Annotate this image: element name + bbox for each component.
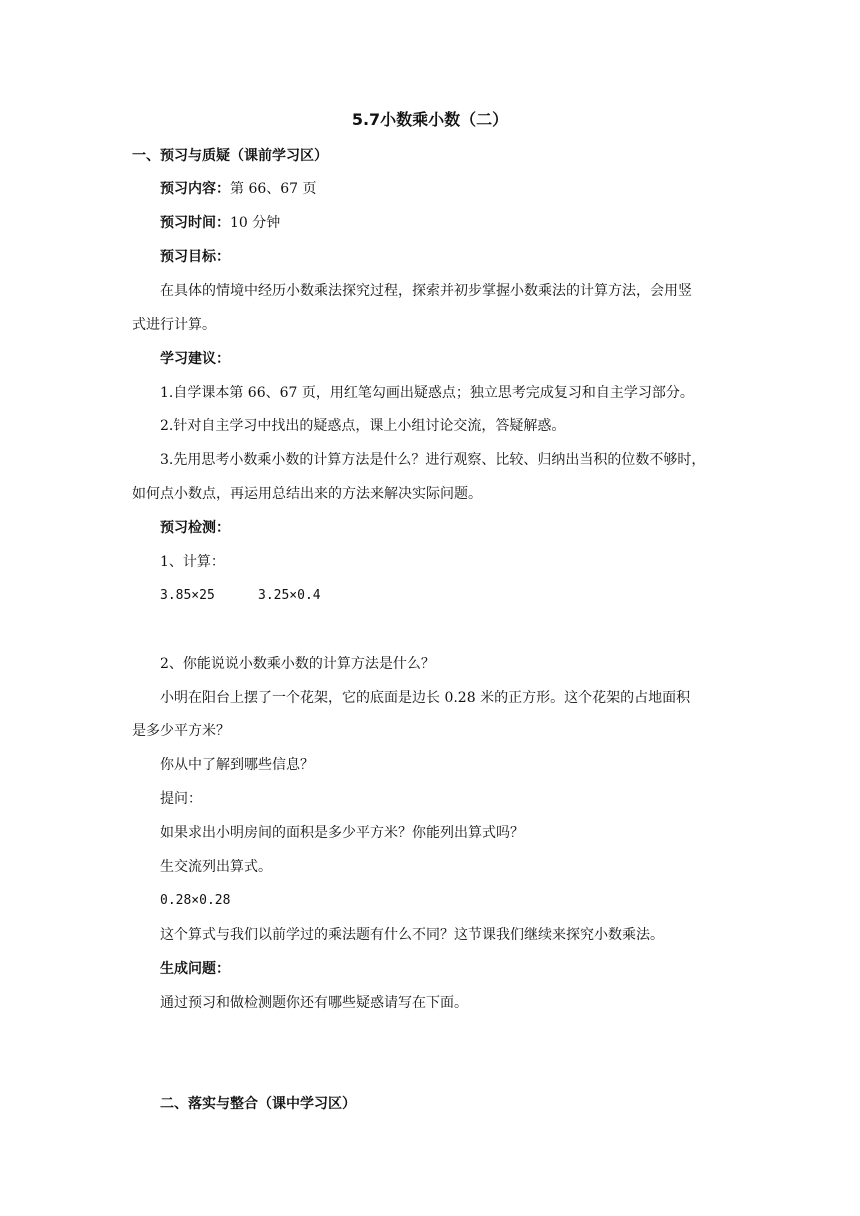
question-1-expression-1: 3.85×25 xyxy=(160,588,215,603)
preview-goal-label: 预习目标： xyxy=(160,249,230,265)
study-advice-2: 2.针对自主学习中找出的疑惑点，课上小组讨论交流，答疑解惑。 xyxy=(160,418,566,434)
exchange-text: 生交流列出算式。 xyxy=(160,859,272,875)
preview-goal-line2: 式进行计算。 xyxy=(132,317,216,333)
preview-content-label: 预习内容： xyxy=(160,181,230,197)
section1-heading: 一、预习与质疑（课前学习区） xyxy=(132,148,328,164)
study-advice-3-line1: 3.先用思考小数乘小数的计算方法是什么？进行观察、比较、归纳出当积的位数不够时， xyxy=(160,452,706,468)
question-1-expression-2: 3.25×0.4 xyxy=(258,588,321,603)
section2-heading: 二、落实与整合（课中学习区） xyxy=(160,1096,356,1112)
generate-question-text: 通过预习和做检测题你还有哪些疑惑请写在下面。 xyxy=(160,995,468,1011)
preview-time-label: 预习时间： xyxy=(160,215,230,231)
story-line-2: 是多少平方米？ xyxy=(132,723,230,739)
ask-text: 如果求出小明房间的面积是多少平方米？你能列出算式吗？ xyxy=(160,825,524,841)
study-advice-3-line2: 如何点小数点，再运用总结出来的方法来解决实际问题。 xyxy=(132,486,482,502)
story-line-1: 小明在阳台上摆了一个花架，它的底面是边长 0.28 米的正方形。这个花架的占地面积 xyxy=(160,690,691,706)
preview-content-value: 第 66、67 页 xyxy=(230,181,317,197)
ask-label: 提问： xyxy=(160,791,202,807)
preview-time-value: 10 分钟 xyxy=(230,215,281,231)
generate-question-label: 生成问题： xyxy=(160,961,230,977)
question-1-label: 1、计算： xyxy=(160,554,225,570)
page-title: 5.7小数乘小数（二） xyxy=(351,110,509,129)
study-advice-label: 学习建议： xyxy=(160,351,230,367)
study-advice-1: 1.自学课本第 66、67 页，用红笔勾画出疑惑点；独立思考完成复习和自主学习部分。 xyxy=(160,385,694,401)
question-2-label: 2、你能说说小数乘小数的计算方法是什么？ xyxy=(160,656,435,672)
info-question: 你从中了解到哪些信息？ xyxy=(160,757,314,773)
preview-check-label: 预习检测： xyxy=(160,520,230,536)
preview-goal-line1: 在具体的情境中经历小数乘法探究过程，探索并初步掌握小数乘法的计算方法，会用竖 xyxy=(160,283,692,299)
compare-text: 这个算式与我们以前学过的乘法题有什么不同？这节课我们继续来探究小数乘法。 xyxy=(160,927,664,943)
expression: 0.28×0.28 xyxy=(160,893,231,908)
preview-content-line xyxy=(160,179,317,199)
preview-time-line xyxy=(160,213,280,233)
